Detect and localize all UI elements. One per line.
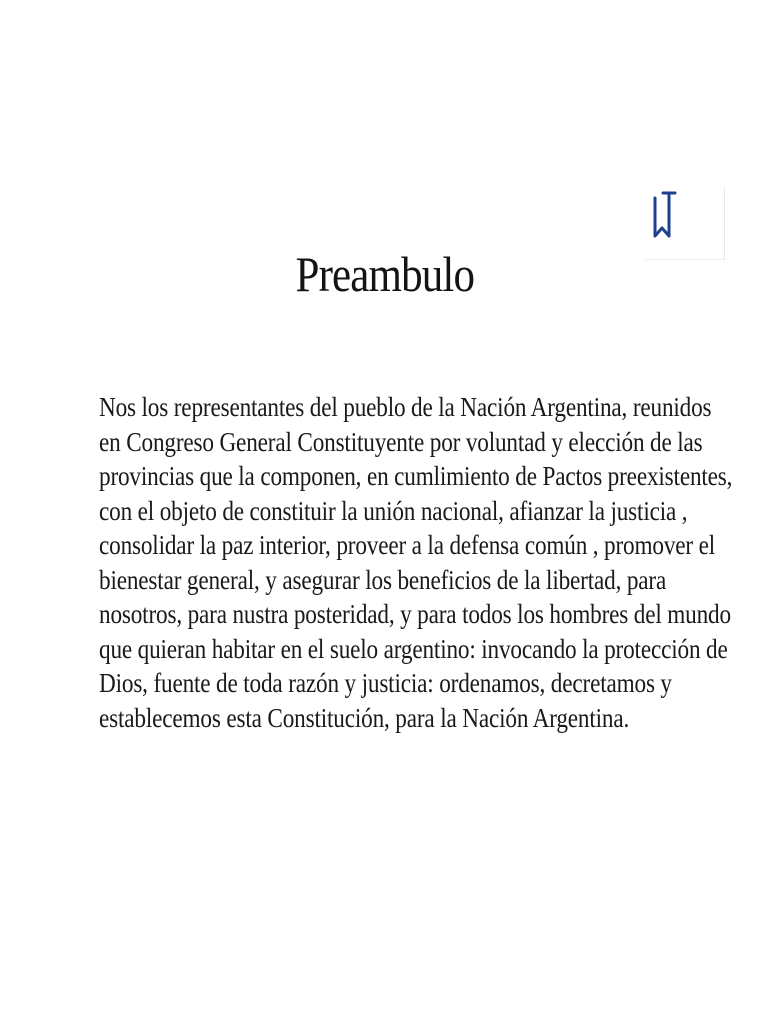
text-line: Nos los representantes del pueblo de la Nación Argentina, reunidos (99, 392, 712, 422)
text-line: consolidar la paz interior, proveer a la defensa común , promover el (99, 530, 716, 560)
text-line: establecemos esta Constitución, para la Nación Argentina. (99, 702, 630, 733)
bookmark-icon (649, 190, 679, 246)
text-line: en Congreso General Constituyente por voluntad y elección de las (99, 426, 703, 457)
preamble-text (99, 390, 733, 735)
text-line: provincias que la componen, en cumlimiento de Pactos preexistentes, (99, 461, 733, 491)
text-line: Dios, fuente de toda razón y justicia: ordenamos, decretamos y (99, 668, 672, 698)
text-line: bienestar general, y asegurar los beneficios de la libertad, para (99, 564, 667, 595)
text-line: con el objeto de constituir la unión nacional, afianzar la justicia , (99, 495, 688, 526)
text-line: nosotros, para nustra posteridad, y para todos los hombres del mundo (99, 599, 731, 629)
page-title: Preambulo (295, 246, 475, 302)
text-line: que quieran habitar en el suelo argentino: invocando la protección de (99, 633, 728, 664)
